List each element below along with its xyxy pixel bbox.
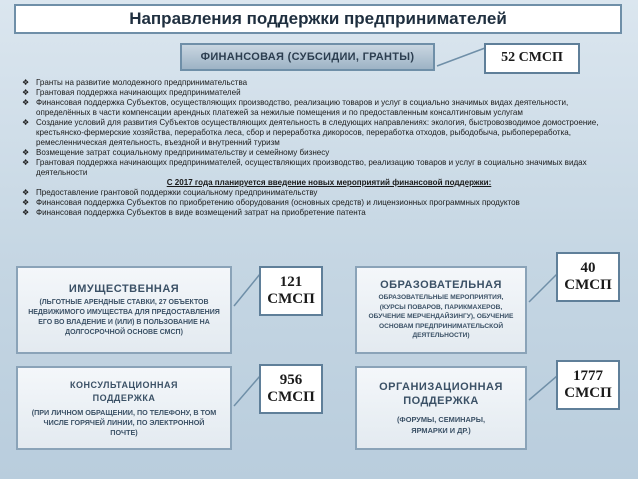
organization-support-desc: (ФОРУМЫ, СЕМИНАРЫ, ЯРМАРКИ И ДР.) <box>396 415 486 435</box>
education-count-box <box>556 252 620 302</box>
property-count-number: 121 <box>279 273 303 290</box>
property-connector-line <box>232 270 262 310</box>
consulting-count-unit: СМСП <box>267 389 315 405</box>
consulting-support-title: КОНСУЛЬТАЦИОННАЯ ПОДДЕРЖКА <box>70 379 178 403</box>
diamond-bullet-icon: ❖ <box>22 88 30 97</box>
property-support-desc: (ЛЬГОТНЫЕ АРЕНДНЫЕ СТАВКИ, 27 ОБЪЕКТОВ НЕДВИЖИМОГО ИМУЩЕСТВА ДЛЯ ПРЕДОСТАВЛЕНИЯ ЕГО ВО ВЛАДЕНИЕ И (ИЛИ) В ПОЛЬЗОВАНИЕ НА ДОЛГОСРОЧНОЙ ОСНОВЕ СМСП) <box>28 298 220 336</box>
education-support-desc: ОБРАЗОВАТЕЛЬНЫЕ МЕРОПРИЯТИЯ, (КУРСЫ ПОВАРОВ, ПАРИКМАХЕРОВ, ОБУЧЕНИЕ МЕРЧЕНДАЙЗИНГУ), ОБУЧЕНИЕ ОСНОВАМ ПРЕДПРИНИМАТЕЛЬСКОЙ ДЕЯТЕЛЬНОСТИ) <box>368 294 514 340</box>
diamond-bullet-icon: ❖ <box>22 78 30 87</box>
financial-measures-list <box>22 78 622 218</box>
financial-connector-line <box>435 44 487 70</box>
list-item: ❖ Грантовая поддержка начинающих предпринимателей <box>22 88 241 97</box>
list-item: ❖ Гранты на развитие молодежного предпринимательства <box>22 78 248 87</box>
list-item: ❖ Создание условий для развития Субъектов осуществляющих деятельность в следующих направлениях: экология, быстровозводимое домостроение, крестьянско-фермерские хозяйства, переработка леса, сбор и переработка дикоросов, переработка отходов, рыбодобыча, рыбопереработка, ремесленническая деятельность, въездной и внутренний туризм <box>22 118 599 147</box>
organization-count-number: 1777 <box>573 367 603 384</box>
new-measures-heading: С 2017 года планируется введение новых мероприятий финансовой поддержки: <box>166 178 492 187</box>
diamond-bullet-icon: ❖ <box>22 148 30 157</box>
list-item: ❖ Финансовая поддержка Субъектов, осуществляющих производство, реализацию товаров и услуг в социально значимых видах деятельности, определённых в части компенсации арендных платежей за нежилые помещения и по предоставленным консалтинговым услугам <box>22 98 569 117</box>
property-count-unit: СМСП <box>267 291 315 307</box>
diamond-bullet-icon: ❖ <box>22 208 30 217</box>
property-support-title: ИМУЩЕСТВЕННАЯ <box>68 282 180 295</box>
organization-support-card <box>355 366 527 450</box>
education-count-unit: СМСП <box>564 277 612 293</box>
consulting-connector-line <box>232 372 262 410</box>
financial-count-box <box>484 43 580 74</box>
organization-connector-line <box>527 372 559 404</box>
consulting-support-desc: (ПРИ ЛИЧНОМ ОБРАЩЕНИИ, ПО ТЕЛЕФОНУ, В ТОМ ЧИСЛЕ ГОРЯЧЕЙ ЛИНИИ, ПО ЭЛЕКТРОННОЙ ПОЧТЕ) <box>31 407 217 437</box>
diamond-bullet-icon: ❖ <box>22 98 30 107</box>
organization-count-box <box>556 360 620 410</box>
financial-count: 52 СМСП <box>501 50 563 66</box>
consulting-support-card <box>16 366 232 450</box>
organization-support-title: ОРГАНИЗАЦИОННАЯ ПОДДЕРЖКА <box>379 381 503 407</box>
education-support-title: ОБРАЗОВАТЕЛЬНАЯ <box>380 279 502 292</box>
education-count-number: 40 <box>580 259 596 276</box>
education-connector-line <box>527 270 559 306</box>
property-support-card <box>16 266 232 354</box>
list-item: ❖ Грантовая поддержка начинающих предпринимателей, осуществляющих производство, реализацию товаров и услуг в социально значимых видах деятельности <box>22 158 587 177</box>
property-count-box <box>259 266 323 316</box>
diamond-bullet-icon: ❖ <box>22 198 30 207</box>
consulting-count-number: 956 <box>279 371 303 388</box>
page-title: Направления поддержки предпринимателей <box>14 4 622 34</box>
education-support-card <box>355 266 527 354</box>
list-item: ❖ Финансовая поддержка Субъектов по приобретению оборудования (основных средств) и лицензионных программных продуктов <box>22 198 520 207</box>
financial-support-label: ФИНАНСОВАЯ (СУБСИДИИ, ГРАНТЫ) <box>180 43 435 71</box>
diamond-bullet-icon: ❖ <box>22 188 30 197</box>
consulting-count-box <box>259 364 323 414</box>
organization-count-unit: СМСП <box>564 385 612 401</box>
list-item: ❖ Финансовая поддержка Субъектов в виде возмещений затрат на приобретение патента <box>22 208 366 217</box>
diamond-bullet-icon: ❖ <box>22 118 30 127</box>
diamond-bullet-icon: ❖ <box>22 158 30 167</box>
list-item: ❖ Возмещение затрат социальному предпринимательству и семейному бизнесу <box>22 148 330 157</box>
list-item: ❖ Предоставление грантовой поддержки социальному предпринимательству <box>22 188 318 197</box>
